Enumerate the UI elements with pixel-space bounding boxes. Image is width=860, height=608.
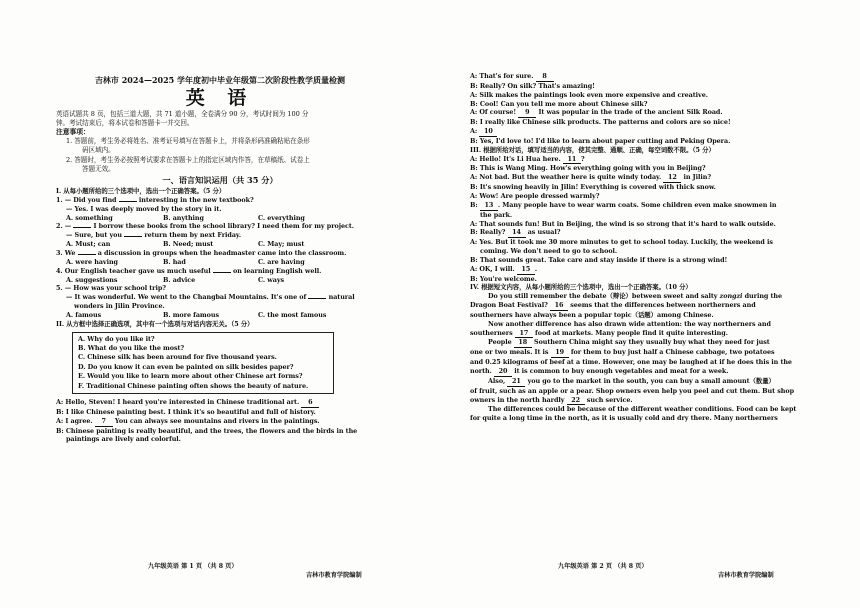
note-line: 答题无效。 bbox=[82, 164, 115, 173]
intro-line: 钟。考试结束后，将本试卷和答题卡一并交回。 bbox=[56, 119, 194, 128]
dialogue-line: A: That sounds fun! But in Beijing, the wind is so strong that it's hard to walk outside. bbox=[470, 219, 776, 228]
dialogue-line: A: Yes. But it took me 30 more minutes to get to school today. Luckily, the weekend is bbox=[470, 238, 773, 247]
dialogue-line: A: I agree. 7 You can always see mountains and rivers in the paintings. bbox=[56, 416, 320, 425]
dialogue-line: A: OK, I will. 15 . bbox=[470, 264, 538, 273]
question-line: wonders in Jilin Province. bbox=[74, 302, 165, 311]
answer-blank-18: 18 bbox=[514, 338, 532, 348]
passage-line: Do you still remember the debate（辩论）between sweet and salty zongzi during the bbox=[488, 292, 783, 301]
option-b: B. more famous bbox=[163, 310, 219, 319]
page-2-content bbox=[470, 72, 816, 423]
answer-blank-22: 22 bbox=[567, 396, 585, 406]
question-1: 1. — Did you find interesting in the new textbook? bbox=[56, 195, 254, 204]
answer-blank bbox=[308, 298, 326, 299]
answer-blank-19: 19 bbox=[551, 348, 569, 358]
intro-line: 英语试题共 8 页，包括三道大题，共 71 道小题，全卷满分 90 分，考试时间为 100 分 bbox=[56, 110, 309, 118]
option-a: A. famous bbox=[66, 310, 102, 319]
answer-blank-6: 6 bbox=[301, 398, 319, 408]
exam-title: 吉林市 2024—2025 学年度初中毕业年级第二次阶段性教学质量检测 bbox=[94, 75, 346, 85]
question-4: 4. Our English teacher gave us much useful on learning English well. bbox=[56, 266, 322, 275]
option-a: A. something bbox=[66, 213, 113, 222]
section-1-title: 一、语言知识运用（共 35 分） bbox=[162, 175, 278, 186]
answer-blank-20: 20 bbox=[494, 367, 512, 377]
dialogue-line: coming. We don't need to go to school. bbox=[480, 247, 618, 256]
answer-blank-10: 10 bbox=[479, 127, 497, 137]
question-3: 3. We a discussion in groups when the headmaster came into the classroom. bbox=[56, 248, 347, 257]
answer-blank-11: 11 bbox=[563, 155, 581, 165]
question-5-options bbox=[56, 311, 384, 320]
dialogue-line: B: I like Chinese painting best. I think it's so beautiful and full of history. bbox=[56, 407, 316, 416]
dialogue-line: A: 10 bbox=[470, 127, 816, 137]
question-1-options bbox=[56, 214, 384, 223]
answer-blank bbox=[213, 272, 231, 273]
passage-line: one or two meals. It is 19 for them to buy just half a Chinese cabbage, two potatoes bbox=[470, 348, 775, 357]
question-line: — Sure, but you return them by next Friday. bbox=[66, 231, 242, 240]
question-3-options bbox=[56, 258, 384, 267]
option-a: A. suggestions bbox=[66, 275, 118, 284]
dialogue-line: B: This is Wang Ming. How's everything going with you in Beijing? bbox=[470, 164, 706, 173]
box-option: E. Would you like to learn more about other Chinese art forms? bbox=[78, 372, 303, 381]
passage-line: southerners 17 food at markets. Many people find it quite interesting. bbox=[470, 328, 728, 337]
option-c: C. May; must bbox=[258, 240, 305, 249]
dialogue-line: B: Yes, I'd love to! I'd like to learn about paper cutting and Peking Opera. bbox=[470, 136, 731, 145]
part-4-title: IV. 根据短文内容，从每小题所给的三个选项中，选出一个正确答案。（10 分） bbox=[470, 283, 692, 292]
dialogue-line: B: Chinese painting is really beautiful, and the trees, the flowers and the birds in the bbox=[56, 426, 358, 435]
option-b: B. anything bbox=[163, 213, 204, 222]
dialogue-line: A: That's for sure. 8 bbox=[470, 72, 816, 82]
note-line: 1. 答题前，考生务必将姓名、准考证号填写在答题卡上，并将条形码准确粘贴在条形 bbox=[66, 137, 310, 146]
question-5: 5. — How was your school trip? bbox=[56, 284, 166, 293]
question-2: 2. — I borrow these books from the school library? I need them for my project. bbox=[56, 222, 354, 231]
answer-blank-7: 7 bbox=[95, 417, 113, 427]
question-line: — Yes. I was deeply moved by the story in it. bbox=[66, 204, 222, 213]
dialogue-line: B: Really? On silk? That's amazing! bbox=[470, 81, 595, 90]
question-2-options bbox=[56, 240, 384, 249]
dialogue-line: B: I really like Chinese silk products. The patterns and colors are so nice! bbox=[470, 118, 731, 127]
answer-blank bbox=[78, 254, 96, 255]
passage-line: of fruit, such as an apple or a pear. Shop owners even help you peel and cut them. But shop bbox=[470, 386, 794, 395]
answer-blank bbox=[119, 201, 137, 202]
option-c: C. everything bbox=[258, 213, 305, 222]
footer-page-number: 九年级英语 第 1 页 （共 8 页） bbox=[148, 563, 238, 570]
answer-blank bbox=[73, 227, 91, 228]
dialogue-line: the park. bbox=[480, 210, 513, 219]
question-line: — It was wonderful. We went to the Changbai Mountains. It's one of natural bbox=[66, 293, 355, 302]
box-option: D. Do you know it can even be painted on silk besides paper? bbox=[78, 362, 294, 371]
part-1-title: I. 从每小题所给的三个选项中，选出一个正确答案。（5 分） bbox=[56, 187, 226, 196]
dialogue-line: B: That sounds great. Take care and stay inside if there is a strong wind! bbox=[470, 255, 728, 264]
box-option: C. Chinese silk has been around for five thousand years. bbox=[78, 353, 277, 362]
answer-blank-12: 12 bbox=[663, 173, 681, 183]
option-b: B. Need; must bbox=[163, 240, 214, 249]
page-1-content bbox=[56, 74, 384, 444]
box-option: A. Why do you like it? bbox=[78, 334, 155, 343]
dialogue-line: A: Hello, Steven! I heard you're interested in Chinese traditional art. 6 bbox=[56, 398, 384, 408]
dialogue-line: A: Wow! Are people dressed warmly? bbox=[470, 191, 600, 200]
dialogue-line: A: Hello! It's Li Hua here. 11 ? bbox=[470, 154, 585, 163]
option-a: A. Must; can bbox=[66, 240, 111, 249]
passage-line: Also, 21 you go to the market in the south, you can buy a small amount（数量） bbox=[488, 376, 775, 385]
box-option: B. What do you like the most? bbox=[78, 343, 185, 352]
dialogue-line: B: Cool! Can you tell me more about Chinese silk? bbox=[470, 99, 648, 108]
option-a: A. were having bbox=[66, 257, 118, 266]
box-option: F. Traditional Chinese painting often shows the beauty of nature. bbox=[78, 381, 309, 390]
passage-line: and 0.25 kilograms of beef at a time. However, one may be laughed at if he does this in the bbox=[470, 358, 792, 367]
footer-organization: 吉林市教育学院编制 bbox=[306, 572, 362, 579]
answer-blank-8: 8 bbox=[536, 72, 554, 82]
option-b: B. had bbox=[163, 257, 186, 266]
part-3-title: III. 根据所给对话，填写适当的内容，使其完整、通顺、正确，每空词数不限。（5 分） bbox=[470, 145, 715, 154]
note-line: 码区域内。 bbox=[82, 146, 115, 155]
passage-line: owners in the north hardly 22 such service. bbox=[470, 395, 633, 404]
passage-line: The differences could be because of the different weather conditions. Food can be kept bbox=[488, 405, 797, 414]
answer-blank-16: 16 bbox=[550, 301, 568, 311]
passage-line: Dragon Boat Festival? 16 seems that the differences between northerners and bbox=[470, 301, 756, 310]
answer-blank bbox=[124, 236, 142, 237]
notes-title: 注意事项： bbox=[56, 128, 90, 137]
passage-line: People 18 Southern China might say they usually buy what they need for just bbox=[488, 338, 770, 347]
part-2-title: II. 从方框中选择正确选项，其中有一个选项与对话内容无关。（5 分） bbox=[56, 319, 254, 328]
dialogue-line: B: It's snowing heavily in Jilin! Everything is covered with thick snow. bbox=[470, 183, 716, 192]
dialogue-line: A: Silk makes the paintings look even more expensive and creative. bbox=[470, 90, 708, 99]
dialogue-line: B: 13 . Many people have to wear warm coats. Some children even make snowmen in bbox=[470, 200, 777, 209]
option-c: C. ways bbox=[258, 275, 285, 284]
answer-blank-14: 14 bbox=[508, 228, 526, 238]
footer-organization: 吉林市教育学院编制 bbox=[718, 572, 774, 579]
answer-blank-21: 21 bbox=[507, 377, 525, 387]
dialogue-line: B: Really? 14 as usual? bbox=[470, 228, 561, 237]
option-c: C. the most famous bbox=[258, 310, 327, 319]
options-box bbox=[72, 332, 334, 394]
passage-line: southerners have always been a popular topic（话题）among Chinese. bbox=[470, 310, 714, 319]
dialogue-line: A: Of course! 9 It was popular in the trade of the ancient Silk Road. bbox=[470, 108, 723, 117]
dialogue-line: A: Not bad. But the weather here is quite windy today. 12 in Jilin? bbox=[470, 173, 712, 182]
passage-line: north. 20 it is common to buy enough vegetables and meat for a week. bbox=[470, 367, 729, 375]
option-b: B. advice bbox=[163, 275, 196, 284]
dialogue-line: B: You're welcome. bbox=[470, 274, 537, 283]
option-c: C. are having bbox=[258, 257, 305, 266]
answer-blank-9: 9 bbox=[518, 108, 536, 118]
dialogue-line: paintings are lively and colorful. bbox=[66, 435, 181, 444]
answer-blank-13: 13 bbox=[480, 201, 498, 211]
subject-title: 英 语 bbox=[185, 87, 255, 109]
passage-line: Now another difference has also drawn wide attention: the way northerners and bbox=[488, 319, 771, 328]
answer-blank-17: 17 bbox=[515, 329, 533, 339]
passage-line: for quite a long time in the north, as it is usually cold and dry there. Many northerners bbox=[470, 414, 778, 423]
answer-blank-15: 15 bbox=[517, 265, 535, 275]
question-4-options bbox=[56, 276, 384, 285]
page-2 bbox=[430, 0, 860, 608]
footer-page-number: 九年级英语 第 2 页 （共 8 页） bbox=[558, 563, 648, 570]
note-line: 2. 答题时，考生务必按照考试要求在答题卡上的指定区域内作答，在草稿纸、试卷上 bbox=[66, 155, 310, 164]
